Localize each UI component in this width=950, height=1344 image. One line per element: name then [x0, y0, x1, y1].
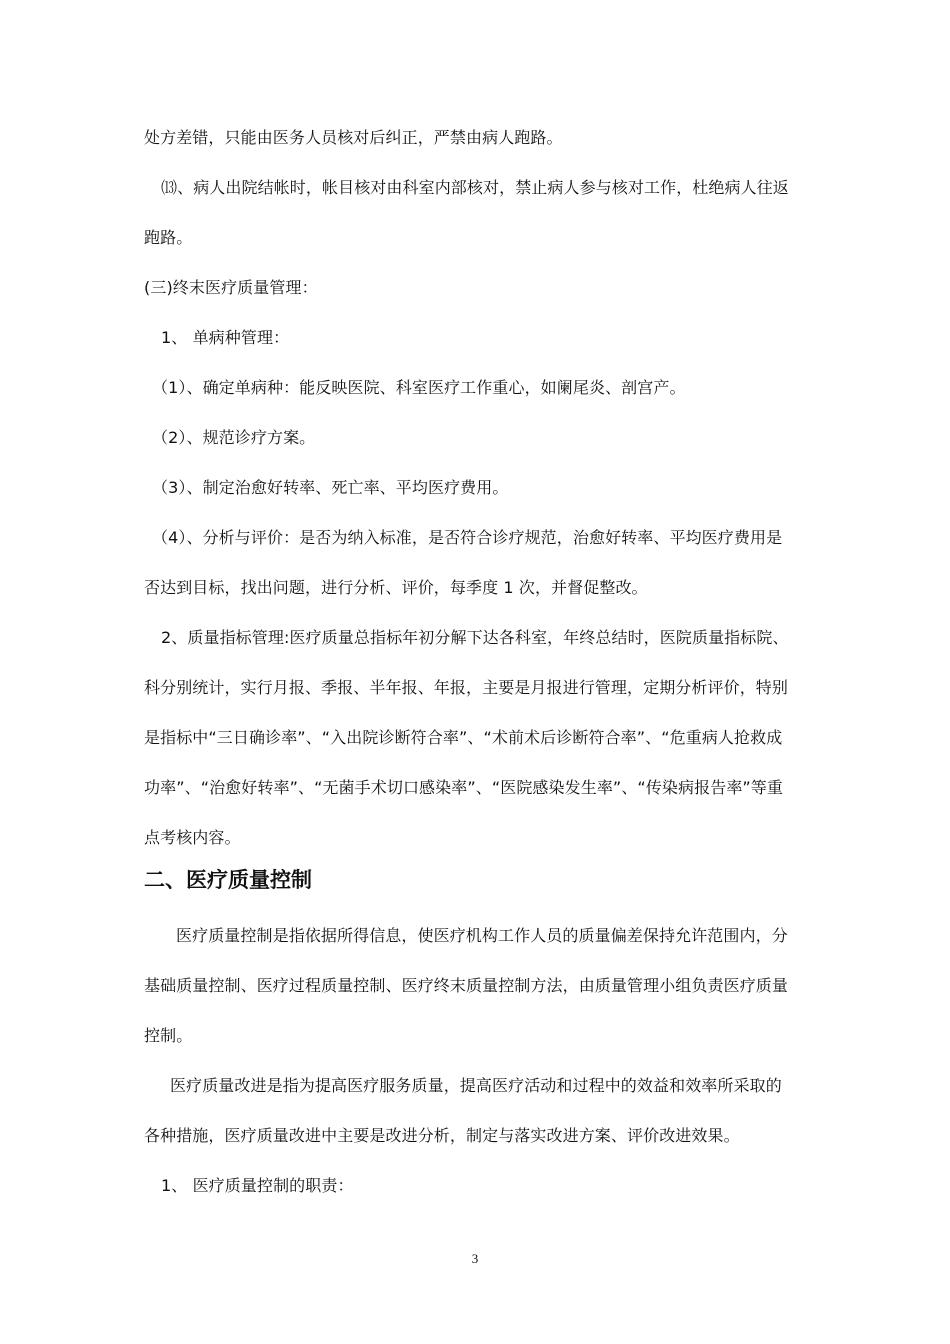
paragraph-line: 控制。 [144, 1026, 193, 1045]
paragraph-line: 科分别统计，实行月报、季报、半年报、年报，主要是月报进行管理，定期分析评价，特别 [144, 678, 789, 697]
list-item: 2、质量指标管理:医疗质量总指标年初分解下达各科室，年终总结时，医院质量指标院、 [161, 628, 789, 647]
paragraph-line: 医疗质量控制是指依据所得信息，使医疗机构工作人员的质量偏差保持允许范围内，分 [176, 926, 788, 945]
paragraph-line: 基础质量控制、医疗过程质量控制、医疗终末质量控制方法，由质量管理小组负责医疗质量 [144, 976, 789, 995]
paragraph-line: 功率”、“治愈好转率”、“无菌手术切口感染率”、“医院感染发生率”、“传染病报告率”等重 [144, 778, 784, 797]
page-number: 3 [471, 1251, 479, 1266]
paragraph-line: 各种措施，医疗质量改进中主要是改进分析，制定与落实改进方案、评价改进效果。 [144, 1126, 740, 1145]
list-item: （4）、分析与评价：是否为纳入标准，是否符合诊疗规范，治愈好转率、平均医疗费用是 [152, 528, 783, 547]
list-item: （2）、规范诊疗方案。 [152, 428, 316, 447]
list-item: 1、 医疗质量控制的职责： [161, 1176, 354, 1195]
list-item: 1、 单病种管理： [161, 328, 290, 347]
paragraph-line: 处方差错，只能由医务人员核对后纠正，严禁由病人跑路。 [144, 128, 563, 147]
paragraph-line: 是指标中“三日确诊率”、“入出院诊断符合率”、“术前术后诊断符合率”、“危重病人抢救成 [144, 728, 783, 747]
list-item: （3）、制定治愈好转率、死亡率、平均医疗费用。 [152, 478, 509, 497]
paragraph-line: 跑路。 [144, 228, 193, 247]
paragraph-line: 医疗质量改进是指为提高医疗服务质量，提高医疗活动和过程中的效益和效率所采取的 [170, 1076, 782, 1095]
paragraph-line: ⒀、病人出院结帐时，帐目核对由科室内部核对，禁止病人参与核对工作，杜绝病人往返 [161, 178, 789, 197]
section-heading: 二、医疗质量控制 [144, 868, 312, 892]
paragraph-line: 点考核内容。 [144, 828, 241, 847]
paragraph-line: 否达到目标，找出问题，进行分析、评价，每季度 1 次，并督促整改。 [144, 578, 648, 597]
subsection-title: (三)终末医疗质量管理： [144, 278, 318, 297]
list-item: （1）、确定单病种：能反映医院、科室医疗工作重心，如阑尾炎、剖宫产。 [152, 378, 686, 397]
